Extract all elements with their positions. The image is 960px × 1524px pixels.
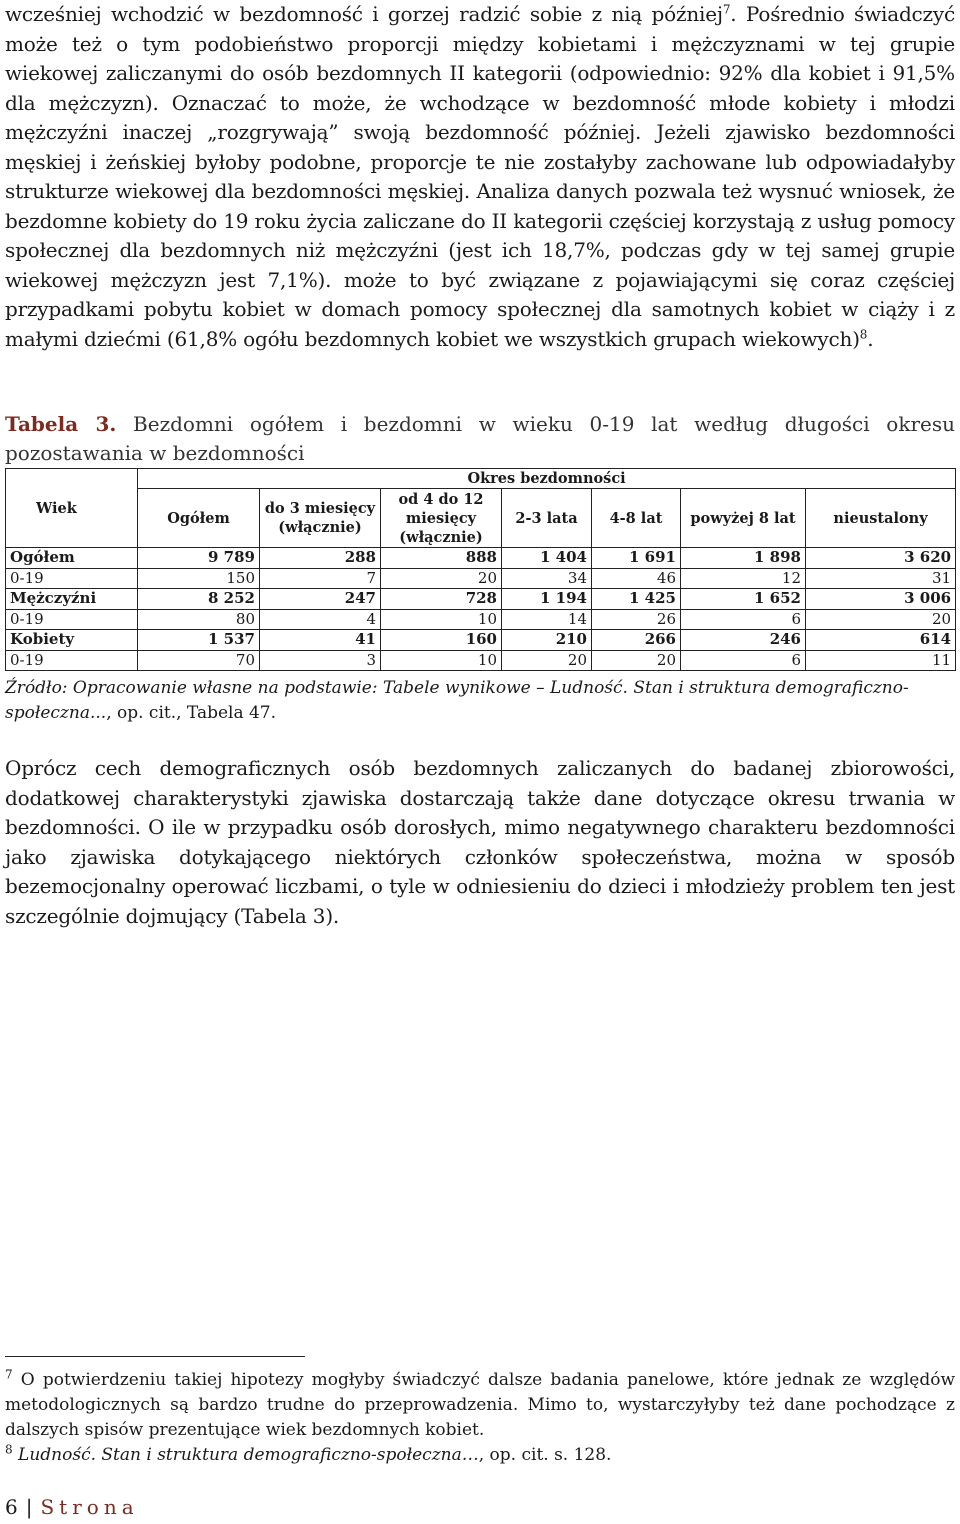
page-number-label: Strona bbox=[40, 1495, 139, 1519]
table-cell: 1 537 bbox=[138, 630, 260, 651]
table-caption bbox=[5, 410, 955, 468]
table-cell: 3 bbox=[260, 650, 381, 671]
table-caption-title: Bezdomni ogółem i bezdomni w wieku 0-19 lat według długości okresu pozostawania w bezdomności bbox=[5, 412, 955, 465]
header-nieustalony: nieustalony bbox=[806, 489, 956, 548]
paragraph-intro bbox=[5, 0, 955, 354]
footnote-number: 8 bbox=[5, 1442, 13, 1457]
table-cell: 20 bbox=[502, 650, 592, 671]
source-plain: , op. cit., Tabela 47. bbox=[106, 703, 277, 723]
table-row bbox=[6, 568, 956, 589]
footnote-divider bbox=[5, 1356, 305, 1357]
table-cell: 7 bbox=[260, 568, 381, 589]
footnote-ref-7[interactable]: 7 bbox=[722, 2, 731, 17]
table-cell: 12 bbox=[681, 568, 806, 589]
table-cell: 46 bbox=[592, 568, 681, 589]
header-4-12-miesiecy: od 4 do 12 miesięcy (włącznie) bbox=[381, 489, 502, 548]
table-cell: 4 bbox=[260, 609, 381, 630]
paragraph-text: . Pośrednio świadczyć może też o tym podobieństwo proporcji między kobietami i mężczyznami w tej grupie wiekowej zaliczanymi do osób bezdomnych II kategorii (odpowiednio: 92% dla kobiet i 91,5% dla mężczyzn). Oznaczać to może, że wchodzące w bezdomność młode kobiety i młodzi mężczyźni inaczej „rozgrywają” swoją bezdomność później. Jeżeli zjawisko bezdomności męskiej i żeńskiej byłoby podobne, proporcje te nie zostałyby zachowane lub odpowiadałyby strukturze wiekowej dla bezdomności męskiej. Analiza danych pozwala też wysnuć wniosek, że bezdomne kobiety do 19 roku życia zaliczane do II kategorii częściej korzystają z usług pomocy społecznej dla bezdomnych niż mężczyźni (jest ich 18,7%, podczas gdy w tej samej grupie wiekowej mężczyzn jest 7,1%). może to być związane z pojawiającymi się coraz częściej przypadkami pobytu kobiet w domach pomocy społecznej dla samotnych kobiet w ciąży i z małymi dziećmi (61,8% ogółu bezdomnych kobiet we wszystkich grupach wiekowych) bbox=[5, 2, 955, 351]
table-cell: 9 789 bbox=[138, 548, 260, 569]
table-source bbox=[5, 676, 955, 726]
footnote-number: 7 bbox=[5, 1367, 13, 1382]
table-cell: 728 bbox=[381, 589, 502, 610]
table-cell: 266 bbox=[592, 630, 681, 651]
footnotes bbox=[5, 1368, 955, 1468]
page-number-separator: | bbox=[25, 1495, 33, 1519]
table-cell: 26 bbox=[592, 609, 681, 630]
table-cell: 6 bbox=[681, 609, 806, 630]
footnote-text: O potwierdzeniu takiej hipotezy mogłyby świadczyć dalsze badania panelowe, które jednak ze względów metodologicznych są bardzo trudne do przeprowadzenia. Mimo to, wystarczyłyby też dane pochodzące z dalszych spisów prezentujące wiek bezdomnych kobiet. bbox=[5, 1370, 955, 1440]
table-cell: 10 bbox=[381, 650, 502, 671]
table-cell: 34 bbox=[502, 568, 592, 589]
footnote-text: , op. cit. s. 128. bbox=[478, 1445, 612, 1465]
footnote-8 bbox=[5, 1443, 955, 1468]
table-cell: 3 620 bbox=[806, 548, 956, 569]
header-ogolem: Ogółem bbox=[138, 489, 260, 548]
row-label: Ogółem bbox=[6, 548, 138, 569]
table-cell: 1 194 bbox=[502, 589, 592, 610]
table-row bbox=[6, 650, 956, 671]
table-cell: 210 bbox=[502, 630, 592, 651]
header-do-3-miesiecy: do 3 miesięcy (włącznie) bbox=[260, 489, 381, 548]
footnote-ref-8[interactable]: 8 bbox=[859, 326, 868, 341]
row-label: 0-19 bbox=[6, 609, 138, 630]
table-cell: 20 bbox=[592, 650, 681, 671]
table-cell: 150 bbox=[138, 568, 260, 589]
table-cell: 246 bbox=[681, 630, 806, 651]
row-label: Kobiety bbox=[6, 630, 138, 651]
footnote-7 bbox=[5, 1368, 955, 1443]
table-caption-label: Tabela 3. bbox=[5, 412, 117, 436]
page-number-value: 6 bbox=[5, 1495, 18, 1519]
header-4-8-lat: 4-8 lat bbox=[592, 489, 681, 548]
table-cell: 20 bbox=[806, 609, 956, 630]
table-row bbox=[6, 548, 956, 569]
header-wiek: Wiek bbox=[6, 469, 138, 548]
table-cell: 247 bbox=[260, 589, 381, 610]
table-cell: 20 bbox=[381, 568, 502, 589]
page-number bbox=[5, 1493, 139, 1521]
table-cell: 41 bbox=[260, 630, 381, 651]
table-cell: 6 bbox=[681, 650, 806, 671]
table-cell: 1 691 bbox=[592, 548, 681, 569]
header-2-3-lata: 2-3 lata bbox=[502, 489, 592, 548]
paragraph-text: wcześniej wchodzić w bezdomność i gorzej radzić sobie z nią później bbox=[5, 2, 723, 26]
paragraph-second: Oprócz cech demograficznych osób bezdomnych zaliczanych do badanej zbiorowości, dodatkowej charakterystyki zjawiska dostarczają także dane dotyczące okresu trwania w bezdomności. O ile w przypadku osób dorosłych, mimo negatywnego charakteru bezdomności jako zjawiska dotykającego niektórych członków społeczeństwa, można w sposób bezemocjonalny operować liczbami, o tyle w odniesieniu do dzieci i młodzieży problem ten jest szczególnie dojmujący (Tabela 3). bbox=[5, 756, 955, 928]
row-label: Mężczyźni bbox=[6, 589, 138, 610]
header-powyzej-8-lat: powyżej 8 lat bbox=[681, 489, 806, 548]
table-cell: 3 006 bbox=[806, 589, 956, 610]
table-cell: 1 404 bbox=[502, 548, 592, 569]
table-cell: 8 252 bbox=[138, 589, 260, 610]
table-cell: 160 bbox=[381, 630, 502, 651]
table-row bbox=[6, 609, 956, 630]
table-row bbox=[6, 589, 956, 610]
table-cell: 1 425 bbox=[592, 589, 681, 610]
row-label: 0-19 bbox=[6, 568, 138, 589]
table-cell: 80 bbox=[138, 609, 260, 630]
table-cell: 10 bbox=[381, 609, 502, 630]
table-cell: 888 bbox=[381, 548, 502, 569]
table-cell: 1 898 bbox=[681, 548, 806, 569]
paragraph-text: . bbox=[867, 326, 874, 351]
row-label: 0-19 bbox=[6, 650, 138, 671]
table-cell: 11 bbox=[806, 650, 956, 671]
table-cell: 14 bbox=[502, 609, 592, 630]
source-italic: Źródło: Opracowanie własne na podstawie: Tabele wynikowe – Ludność. Stan i struktura demograficzno-społeczna... bbox=[5, 678, 909, 723]
table-cell: 1 652 bbox=[681, 589, 806, 610]
table-row bbox=[6, 630, 956, 651]
header-okres-bezdomnosci: Okres bezdomności bbox=[138, 469, 956, 489]
table-cell: 614 bbox=[806, 630, 956, 651]
table-body bbox=[6, 548, 956, 671]
table-cell: 288 bbox=[260, 548, 381, 569]
table-cell: 70 bbox=[138, 650, 260, 671]
footnote-italic: Ludność. Stan i struktura demograficzno-społeczna… bbox=[12, 1445, 479, 1465]
homeless-duration-table bbox=[5, 468, 956, 671]
table-cell: 31 bbox=[806, 568, 956, 589]
